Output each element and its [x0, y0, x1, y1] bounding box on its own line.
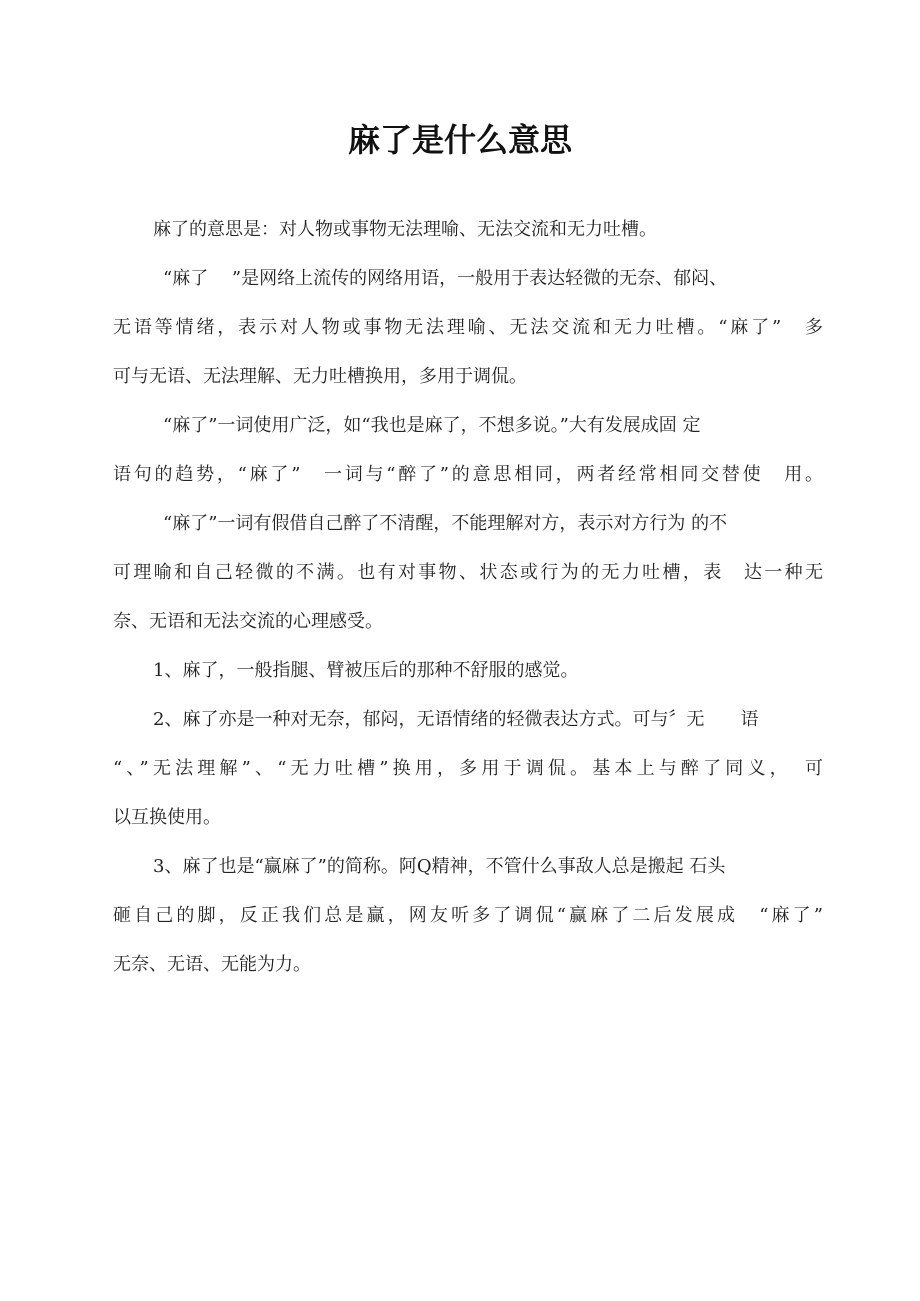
paragraph-line: 麻了的意思是：对人物或事物无法理喻、无法交流和无力吐槽。	[153, 219, 657, 240]
paragraph-line: 以互换使用。	[113, 807, 221, 828]
list-item: 3、麻了也是“赢麻了”的简称。阿Q精神，不管什么事敌人总是搬起 石头	[153, 856, 726, 877]
paragraph-line: 无奈、无语、无能为力。	[113, 954, 311, 975]
paragraph-line: 砸自己的脚，反正我们总是赢，网友听多了调侃“赢麻了二后发展成 “麻了”	[113, 905, 823, 926]
paragraph-line: “麻了”一词使用广泛，如“我也是麻了，不想多说。”大有发展成固 定	[163, 415, 701, 436]
document-title: 麻了是什么意思	[347, 121, 572, 159]
paragraph-line: “麻了”一词有假借自己醉了不清醒，不能理解对方，表示对方行为 的不	[163, 513, 728, 534]
list-item: 2、麻了亦是一种对无奈，郁闷，无语情绪的轻微表达方式。可与〞无 语	[153, 709, 759, 730]
paragraph-line: 可与无语、无法理解、无力吐槽换用，多用于调侃。	[113, 366, 527, 387]
paragraph-line: 无语等情绪，表示对人物或事物无法理喻、无法交流和无力吐槽。“麻了” 多	[113, 317, 823, 338]
paragraph-line: 可理喻和自己轻微的不满。也有对事物、状态或行为的无力吐槽，表 达一种无	[113, 562, 823, 583]
paragraph-line: 语句的趋势，“麻了” 一词与“醉了”的意思相同，两者经常相同交替使 用。	[113, 464, 823, 485]
paragraph-line: 奈、无语和无法交流的心理感受。	[113, 611, 383, 632]
list-item: 1、麻了，一般指腿、臂被压后的那种不舒服的感觉。	[153, 660, 579, 681]
paragraph-line: “、”无法理解”、“无力吐槽”换用，多用于调侃。基本上与醉了同义， 可	[113, 758, 823, 779]
paragraph-line: “麻了 ”是网络上流传的网络用语，一般用于表达轻微的无奈、郁闷、	[163, 268, 728, 289]
